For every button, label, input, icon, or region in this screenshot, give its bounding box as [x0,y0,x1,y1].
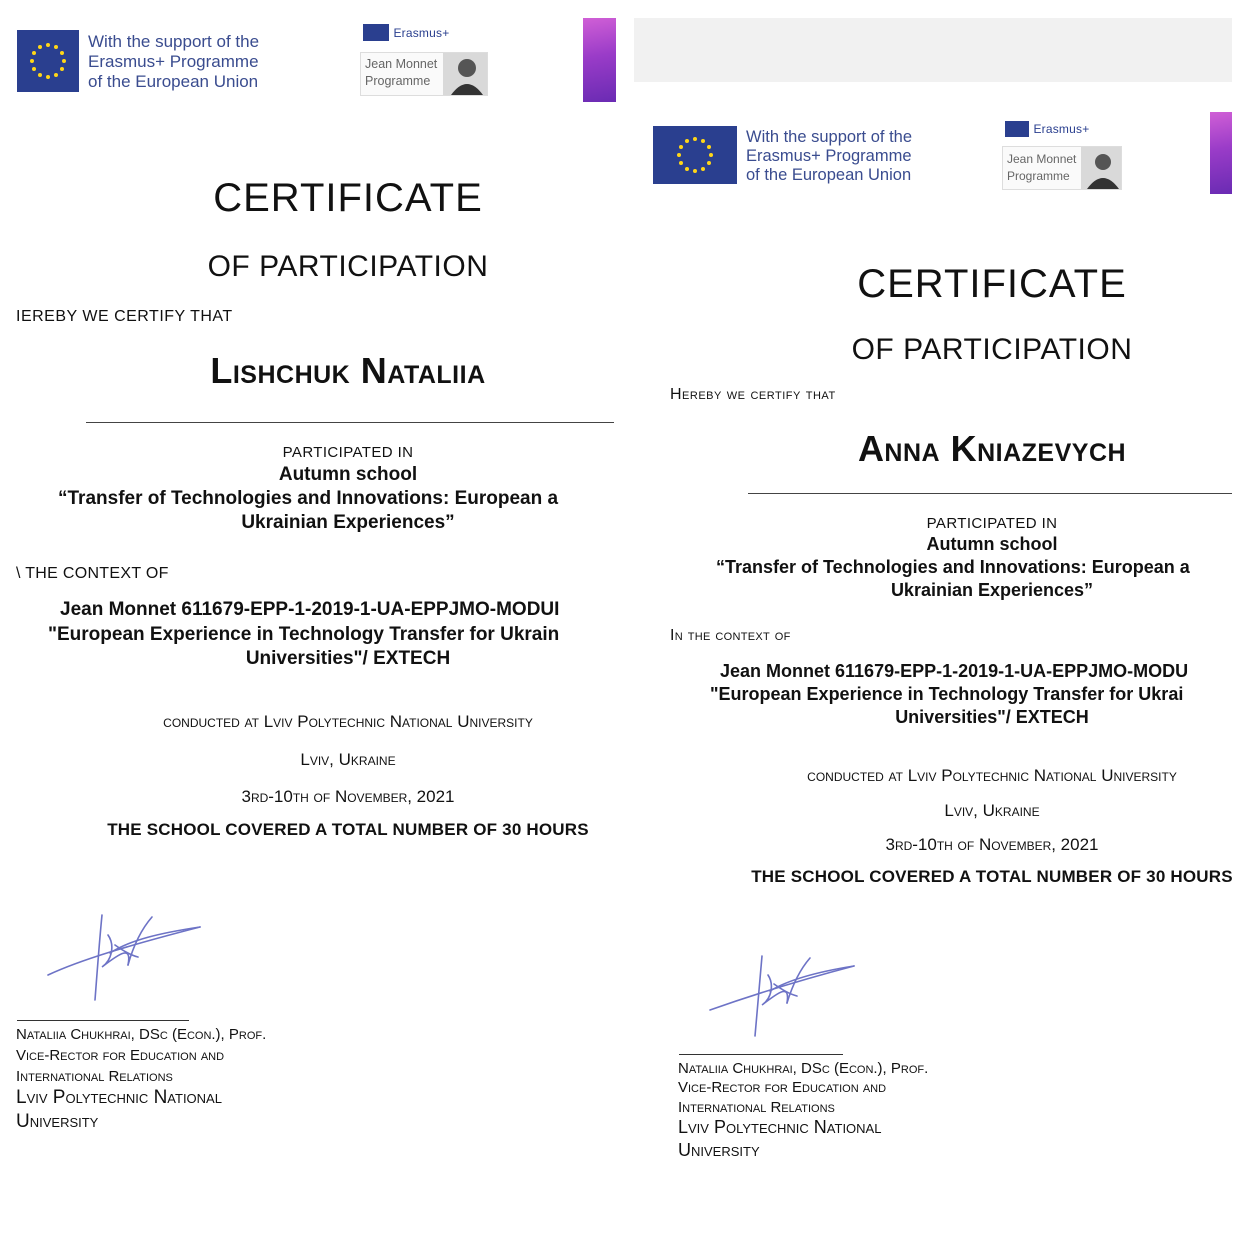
project-line3: Universities"/ EXTECH [245,648,451,669]
signer-university-line2: University [16,1111,99,1132]
eu-flag-icon [653,126,737,184]
portrait-icon [443,53,487,95]
certificate-right [634,0,1250,1250]
participated-label: PARTICIPATED IN [926,515,1058,532]
hereby-text: IEREBY WE CERTIFY THAT [16,308,233,325]
hours-total: THE SCHOOL COVERED A TOTAL NUMBER OF 30 HOURS [751,867,1233,886]
participant-name: Anna Kniazevych [857,428,1127,469]
name-underline [86,422,614,423]
signer-role: Vice-Rector for Education and [16,1047,225,1064]
jean-monnet-label: Jean Monnet Programme [365,57,438,88]
signer-university-line1: Lviv Polytechnic National [16,1087,222,1108]
erasmus-logo [1005,120,1115,140]
hours-total: THE SCHOOL COVERED A TOTAL NUMBER OF 30 HOURS [107,820,589,839]
panel-divider [616,0,634,1250]
conducted-at: conducted at Lviv Polytechnic National University [807,766,1177,785]
signature-image [704,948,864,1048]
eu-flag-icon [17,30,79,92]
erasmus-label: Erasmus+ [393,26,450,40]
signer-role: Vice-Rector for Education and [678,1079,887,1096]
certificate-subtitle: OF PARTICIPATION [851,333,1133,366]
portrait-icon [1081,147,1121,189]
signature-line [679,1054,843,1055]
context-label: \ THE CONTEXT OF [16,565,169,582]
hereby-text: Hereby we certify that [670,386,836,403]
jean-monnet-logo [1002,146,1122,190]
project-line2: "European Experience in Technology Transfer for Ukrain [48,624,560,645]
signer-university-line1: Lviv Polytechnic National [678,1117,882,1137]
top-grey-bar [634,18,1232,82]
participant-name: Lishchuk Nataliia [210,350,486,391]
eu-support-text: With the support of the Erasmus+ Programme of the European Union [746,128,913,184]
decorative-purple-image [583,18,616,102]
location: Lviv, Ukraine [300,750,396,769]
signer-dept: International Relations [16,1068,173,1085]
signer-university-line2: University [678,1140,760,1160]
jean-monnet-logo [360,52,488,96]
certificate-subtitle: OF PARTICIPATION [207,250,489,283]
project-line3: Universities"/ EXTECH [895,707,1089,727]
signature-line [17,1020,189,1021]
name-underline [748,493,1232,494]
school-title-line2: Ukrainian Experiences” [890,580,1094,600]
school-title-line1: “Transfer of Technologies and Innovations: European a [58,488,559,509]
erasmus-label: Erasmus+ [1033,122,1090,136]
erasmus-logo [363,24,473,44]
signer-dept: International Relations [678,1099,835,1116]
project-line2: "European Experience in Technology Transfer for Ukrai [710,684,1184,704]
dates: 3rd-10th of November, 2021 [241,787,455,806]
participated-label: PARTICIPATED IN [282,444,414,461]
dates: 3rd-10th of November, 2021 [885,835,1099,854]
signer-name: Nataliia Chukhrai, DSc (Econ.), Prof. [16,1026,267,1043]
school-title-line1: “Transfer of Technologies and Innovations: European a [716,557,1190,577]
eu-mini-flag-icon [1005,121,1029,137]
school-name: Autumn school [926,534,1058,554]
context-label: In the context of [670,627,791,644]
jean-monnet-label: Jean Monnet Programme [1007,152,1077,183]
certificate-title: CERTIFICATE [213,176,483,220]
signer-name: Nataliia Chukhrai, DSc (Econ.), Prof. [678,1060,929,1077]
eu-support-text: With the support of the Erasmus+ Programme of the European Union [88,32,260,91]
eu-mini-flag-icon [363,24,389,41]
conducted-at: conducted at Lviv Polytechnic National University [163,712,533,731]
certificate-title: CERTIFICATE [857,262,1127,306]
signature-image [40,905,210,1015]
location: Lviv, Ukraine [944,801,1040,820]
project-line1: Jean Monnet 611679-EPP-1-2019-1-UA-EPPJMO-MODU [720,661,1189,681]
decorative-purple-image [1210,112,1232,194]
project-line1: Jean Monnet 611679-EPP-1-2019-1-UA-EPPJMO-MODUI [60,599,560,620]
school-title-line2: Ukrainian Experiences” [241,512,455,533]
certificate-left [0,0,616,1250]
school-name: Autumn school [278,464,418,485]
